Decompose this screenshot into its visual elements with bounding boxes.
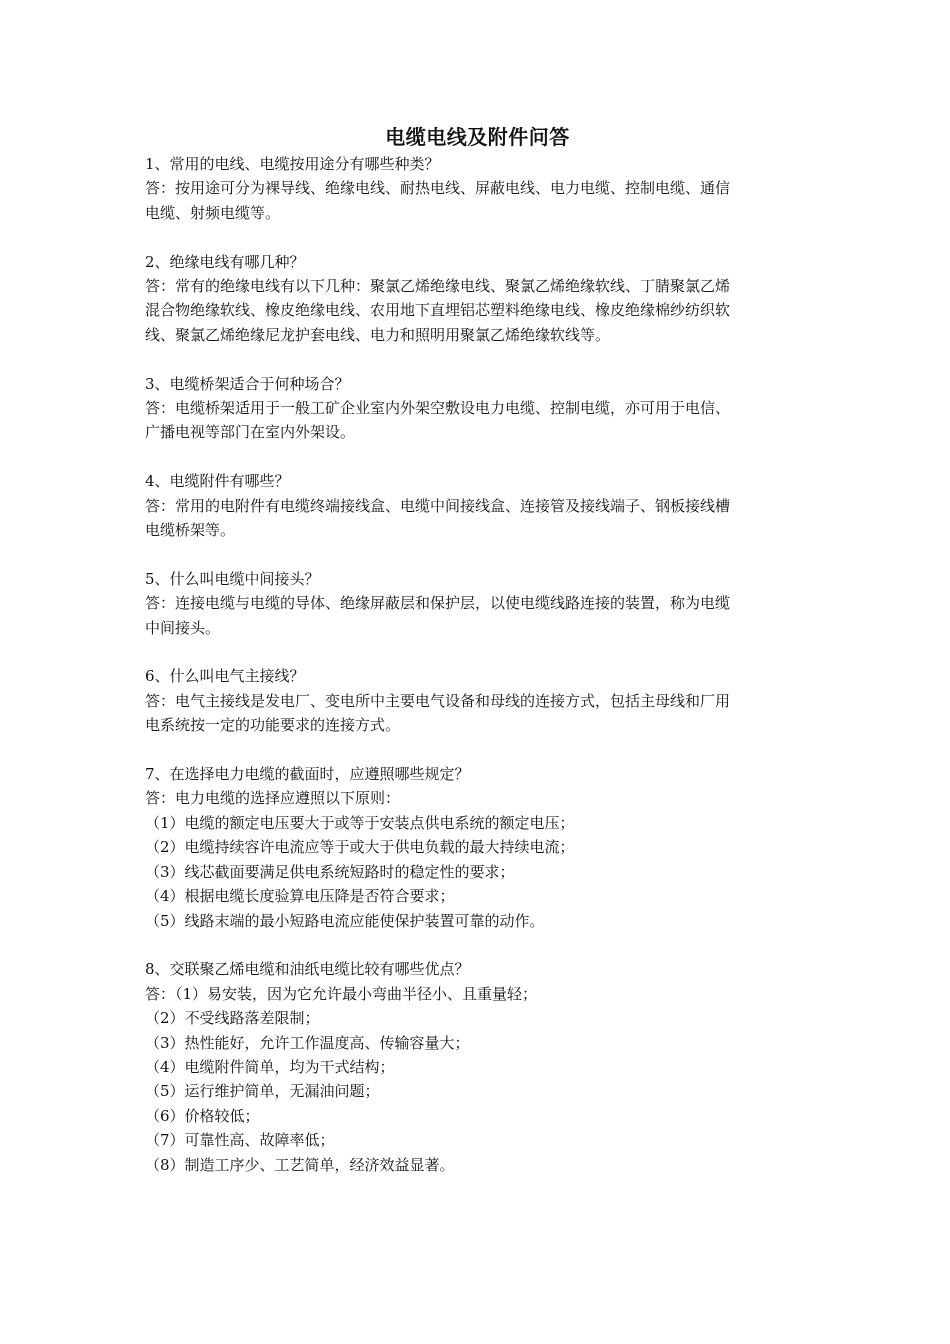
- answer-item: （4）电缆附件简单，均为干式结构；: [145, 1057, 395, 1076]
- qa-section-2: [145, 250, 810, 348]
- answer-item: （8）制造工序少、工艺简单，经济效益显著。: [145, 1155, 455, 1174]
- answer-item: （7）可靠性高、故障率低；: [145, 1131, 335, 1150]
- answer-item: （4）根据电缆长度验算电压降是否符合要求；: [145, 887, 455, 906]
- answer-line: 答：连接电缆与电缆的导体、绝缘屏蔽层和保护层，以使电缆线路连接的装置，称为电缆: [145, 594, 731, 613]
- answer-item: （2）不受线路落差限制；: [145, 1009, 320, 1028]
- qa-section-7: [145, 762, 810, 933]
- answer-line: 答：电缆桥架适用于一般工矿企业室内外架空敷设电力电缆、控制电缆，亦可用于电信、: [145, 399, 731, 418]
- question-line: 1、常用的电线、电缆按用途分有哪些种类？: [145, 155, 440, 173]
- answer-line: 电缆、射频电缆等。: [145, 203, 281, 222]
- answer-line: 中间接头。: [145, 618, 221, 637]
- document-title: 电缆电线及附件问答: [385, 125, 570, 149]
- qa-section-8: [145, 957, 810, 1177]
- answer-line: 答：按用途可分为裸导线、绝缘电线、耐热电线、屏蔽电线、电力电缆、控制电缆、通信: [145, 179, 731, 198]
- answer-line: 答：常有的绝缘电线有以下几种：聚氯乙烯绝缘电线、聚氯乙烯绝缘软线、丁腈聚氯乙烯: [145, 277, 731, 296]
- answer-item: （3）线芯截面要满足供电系统短路时的稳定性的要求；: [145, 862, 515, 881]
- document-page: [145, 122, 810, 1201]
- question-line: 3、电缆桥架适合于何种场合？: [145, 374, 350, 393]
- answer-line: 电系统按一定的功能要求的连接方式。: [145, 716, 401, 735]
- answer-line: 答：（1）易安装，因为它允许最小弯曲半径小、且重量轻；: [145, 984, 538, 1003]
- answer-line: 混合物绝缘软线、橡皮绝缘电线、农用地下直埋铝芯塑料绝缘电线、橡皮绝缘棉纱纺织软: [145, 301, 731, 320]
- answer-item: （1）电缆的额定电压要大于或等于安装点供电系统的额定电压；: [145, 813, 575, 832]
- question-line: 6、什么叫电气主接线？: [145, 667, 305, 686]
- qa-section-6: [145, 664, 810, 737]
- question-line: 4、电缆附件有哪些？: [145, 472, 290, 491]
- qa-section-5: [145, 567, 810, 640]
- answer-line: 答：电力电缆的选择应遵照以下原则：: [145, 789, 401, 808]
- qa-section-4: [145, 469, 810, 542]
- qa-section-3: [145, 372, 810, 445]
- question-line: 2、绝缘电线有哪几种？: [145, 252, 305, 271]
- answer-item: （3）热性能好，允许工作温度高、传输容量大；: [145, 1033, 470, 1052]
- answer-line: 广播电视等部门在室内外架设。: [145, 423, 356, 442]
- answer-line: 答：电气主接线是发电厂、变电所中主要电气设备和母线的连接方式，包括主母线和厂用: [145, 691, 731, 710]
- answer-item: （2）电缆持续容许电流应等于或大于供电负载的最大持续电流；: [145, 838, 575, 857]
- question-line: 5、什么叫电缆中间接头？: [145, 569, 320, 588]
- answer-line: 电缆桥架等。: [145, 521, 236, 540]
- question-line: 8、交联聚乙烯电缆和油纸电缆比较有哪些优点？: [145, 960, 470, 979]
- answer-line: 答：常用的电附件有电缆终端接线盒、电缆中间接线盒、连接管及接线端子、钢板接线槽: [145, 496, 731, 515]
- answer-item: （5）线路末端的最小短路电流应能使保护装置可靠的动作。: [145, 911, 545, 930]
- question-line: 7、在选择电力电缆的截面时，应遵照哪些规定？: [145, 765, 470, 784]
- answer-item: （5）运行维护简单，无漏油问题；: [145, 1082, 380, 1101]
- qa-section-1: [145, 152, 810, 225]
- answer-line: 线、聚氯乙烯绝缘尼龙护套电线、电力和照明用聚氯乙烯绝缘软线等。: [145, 325, 611, 344]
- answer-item: （6）价格较低；: [145, 1106, 260, 1125]
